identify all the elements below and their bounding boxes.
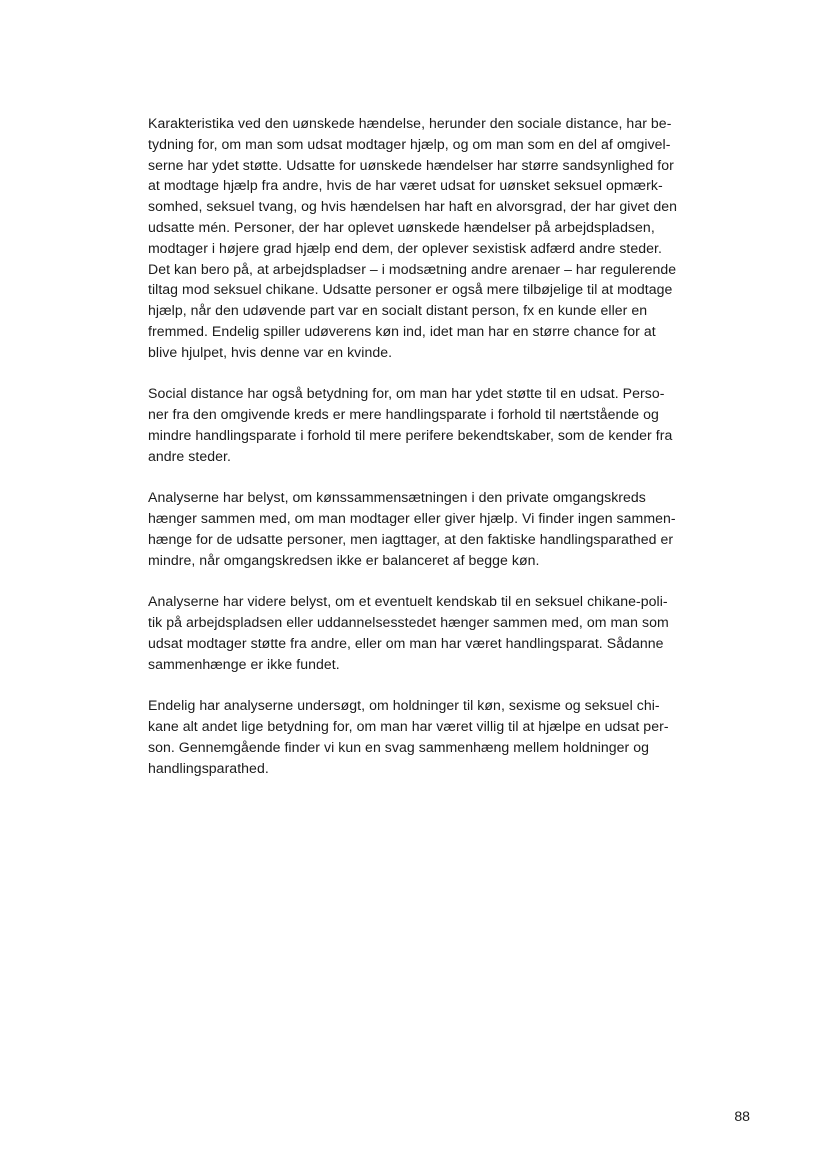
body-text [148, 113, 708, 799]
paragraph-2 [148, 383, 708, 466]
text-line: mindre handlingsparate i forhold til mere perifere bekendtskaber, som de kender fra [148, 426, 673, 443]
text-line: sammenhænge er ikke fundet. [148, 655, 340, 672]
paragraph-5 [148, 695, 708, 778]
paragraph-4 [148, 591, 708, 674]
text-line: somhed, seksuel tvang, og hvis hændelsen har haft en alvorsgrad, der har givet den [148, 198, 678, 215]
text-line: fremmed. Endelig spiller udøverens køn ind, idet man har en større chance for at [148, 322, 656, 339]
text-line: hænge for de udsatte personer, men iagttager, at den faktiske handlingsparathed er [148, 530, 674, 547]
text-line: modtager i højere grad hjælp end dem, der oplever sexistisk adfærd andre steder. [148, 239, 662, 256]
text-line: Social distance har også betydning for, om man har ydet støtte til en udsat. Perso- [148, 385, 665, 402]
paragraph-3 [148, 487, 708, 570]
text-line: Karakteristika ved den uønskede hændelse, herunder den sociale distance, har be- [148, 115, 672, 131]
text-line: ner fra den omgivende kreds er mere handlingsparate i forhold til nærtstående og [148, 406, 659, 423]
text-line: son. Gennemgående finder vi kun en svag sammenhæng mellem holdninger og [148, 738, 650, 755]
text-line: udsat modtager støtte fra andre, eller om man har været handlingsparat. Sådanne [148, 634, 664, 651]
text-line: udsatte mén. Personer, der har oplevet uønskede hændelser på arbejdspladsen, [148, 218, 655, 235]
text-line: Endelig har analyserne undersøgt, om holdninger til køn, sexisme og seksuel chi- [148, 697, 660, 714]
text-line: andre steder. [148, 447, 231, 464]
page-number: 88 [734, 1108, 750, 1124]
text-line: Det kan bero på, at arbejdspladser – i modsætning andre arenaer – har regulerende [148, 260, 677, 277]
text-line: handlingsparathed. [148, 759, 269, 776]
text-line: tydning for, om man som udsat modtager hjælp, og om man som en del af omgivel- [148, 135, 671, 152]
text-line: mindre, når omgangskredsen ikke er balanceret af begge køn. [148, 551, 540, 568]
text-line: tik på arbejdspladsen eller uddannelsesstedet hænger sammen med, om man som [148, 614, 669, 631]
text-line: Analyserne har belyst, om kønssammensætningen i den private omgangskreds [148, 489, 646, 506]
text-line: Analyserne har videre belyst, om et eventuelt kendskab til en seksuel chikane-poli- [148, 593, 668, 610]
text-line: kane alt andet lige betydning for, om man har været villig til at hjælpe en udsat per- [148, 718, 669, 735]
text-line: blive hjulpet, hvis denne var en kvinde. [148, 343, 393, 360]
text-line: hænger sammen med, om man modtager eller giver hjælp. Vi finder ingen sammen- [148, 510, 676, 527]
text-line: at modtage hjælp fra andre, hvis de har været udsat for uønsket seksuel opmærk- [148, 177, 663, 194]
text-line: tiltag mod seksuel chikane. Udsatte personer er også mere tilbøjelige til at modtage [148, 281, 673, 298]
text-line: serne har ydet støtte. Udsatte for uønskede hændelser har større sandsynlighed for [148, 156, 674, 173]
paragraph-1 [148, 113, 708, 363]
text-line: hjælp, når den udøvende part var en socialt distant person, fx en kunde eller en [148, 302, 648, 319]
